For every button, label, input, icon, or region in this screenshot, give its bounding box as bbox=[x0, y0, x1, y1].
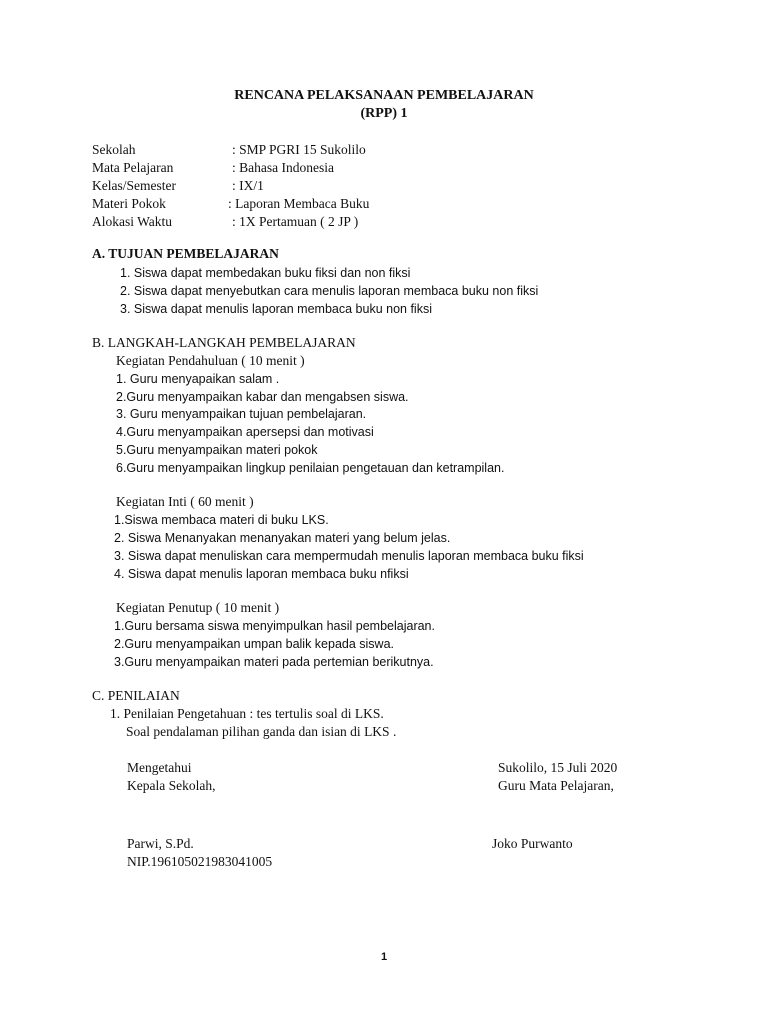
list-item: 2. Siswa dapat menyebutkan cara menulis laporan membaca buku non fiksi bbox=[120, 284, 539, 298]
list-item: 6.Guru menyampaikan lingkup penilaian pengetauan dan ketrampilan. bbox=[116, 461, 505, 475]
list-item: 3.Guru menyampaikan materi pada pertemian berikutnya. bbox=[114, 655, 434, 669]
list-item: 1.Guru bersama siswa menyimpulkan hasil pembelajaran. bbox=[114, 619, 435, 633]
value-sekolah: : SMP PGRI 15 Sukolilo bbox=[232, 142, 366, 157]
section-b-heading: B. LANGKAH-LANGKAH PEMBELAJARAN bbox=[92, 335, 356, 350]
list-item: 1. Guru menyapaikan salam . bbox=[116, 372, 280, 386]
list-item: Soal pendalaman pilihan ganda dan isian di LKS . bbox=[126, 724, 397, 739]
list-item: 4. Siswa dapat menulis laporan membaca buku nfiksi bbox=[114, 567, 409, 581]
list-item: 3. Guru menyampaikan tujuan pembelajaran. bbox=[116, 407, 367, 421]
value-alokasi-waktu: : 1X Pertamuan ( 2 JP ) bbox=[232, 214, 359, 229]
section-c-heading: C. PENILAIAN bbox=[92, 688, 180, 703]
penutup-heading: Kegiatan Penutup ( 10 menit ) bbox=[116, 600, 280, 615]
label-materi-pokok: Materi Pokok bbox=[92, 196, 166, 211]
sign-left-nip: NIP.196105021983041005 bbox=[127, 854, 273, 869]
value-materi-pokok: : Laporan Membaca Buku bbox=[228, 196, 370, 211]
list-item: 4.Guru menyampaikan apersepsi dan motivasi bbox=[116, 425, 374, 439]
list-item: 5.Guru menyampaikan materi pokok bbox=[116, 443, 318, 457]
label-kelas-semester: Kelas/Semester bbox=[92, 178, 176, 193]
list-item: 3. Siswa dapat menuliskan cara mempermudah menulis laporan membaca buku fiksi bbox=[114, 549, 584, 563]
list-item: 3. Siswa dapat menulis laporan membaca buku non fiksi bbox=[120, 302, 432, 316]
sign-right-date: Sukolilo, 15 Juli 2020 bbox=[498, 760, 618, 775]
label-sekolah: Sekolah bbox=[92, 142, 136, 157]
list-item: 2. Siswa Menanyakan menanyakan materi yang belum jelas. bbox=[114, 531, 451, 545]
list-item: 1. Siswa dapat membedakan buku fiksi dan non fiksi bbox=[120, 266, 411, 280]
sign-left-name: Parwi, S.Pd. bbox=[127, 836, 194, 851]
value-mata-pelajaran: : Bahasa Indonesia bbox=[232, 160, 334, 175]
list-item: 1. Penilaian Pengetahuan : tes tertulis soal di LKS. bbox=[110, 706, 384, 721]
document-subtitle: (RPP) 1 bbox=[360, 106, 408, 121]
list-item: 1.Siswa membaca materi di buku LKS. bbox=[114, 513, 329, 527]
list-item: 2.Guru menyampaikan umpan balik kepada siswa. bbox=[114, 637, 395, 651]
sign-left-line1: Mengetahui bbox=[127, 760, 192, 775]
label-alokasi-waktu: Alokasi Waktu bbox=[92, 214, 173, 229]
value-kelas-semester: : IX/1 bbox=[232, 178, 264, 193]
section-a-heading: A. TUJUAN PEMBELAJARAN bbox=[92, 246, 279, 261]
list-item: 2.Guru menyampaikan kabar dan mengabsen siswa. bbox=[116, 390, 409, 404]
page-number: 1 bbox=[380, 951, 388, 963]
pendahuluan-heading: Kegiatan Pendahuluan ( 10 menit ) bbox=[116, 353, 305, 368]
sign-left-line2: Kepala Sekolah, bbox=[127, 778, 216, 793]
sign-right-name: Joko Purwanto bbox=[492, 836, 573, 851]
inti-heading: Kegiatan Inti ( 60 menit ) bbox=[116, 494, 254, 509]
sign-right-line2: Guru Mata Pelajaran, bbox=[498, 778, 614, 793]
label-mata-pelajaran: Mata Pelajaran bbox=[92, 160, 174, 175]
document-title: RENCANA PELAKSANAAN PEMBELAJARAN bbox=[234, 88, 534, 103]
